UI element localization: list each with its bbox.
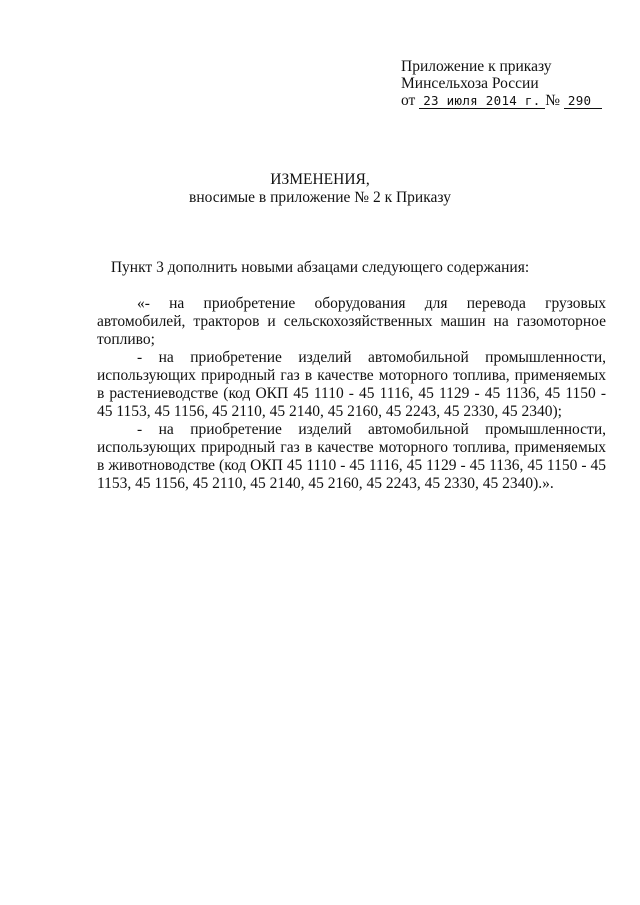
- amendment-paragraph: «- на приобретение оборудования для перевода грузовых автомобилей, тракторов и сельскохозяйственных машин на газомоторное топливо;: [97, 295, 606, 348]
- approval-date-line: [401, 92, 602, 109]
- document-title: ИЗМЕНЕНИЯ,: [270, 171, 370, 188]
- amendment-text: [97, 295, 606, 493]
- order-date: 23 июля 2014 г.: [419, 93, 545, 109]
- approval-line-order: Приложение к приказу: [401, 58, 552, 75]
- date-prefix: от: [401, 92, 416, 109]
- approval-block: [401, 58, 602, 109]
- number-label: №: [545, 92, 560, 109]
- amendment-paragraph: - на приобретение изделий автомобильной промышленности, использующих природный газ в качестве моторного топлива, применяемых в растениеводстве (код ОКП 45 1110 - 45 1116, 45 1129 - 45 1136, 45 1150 - 45 1153, 45 1156, 45 2110, 45 2140, 45 2160, 45 2243, 45 2330, 45 2340);: [97, 349, 606, 420]
- document-subtitle: вносимые в приложение № 2 к Приказу: [189, 189, 451, 206]
- amendment-paragraph: - на приобретение изделий автомобильной промышленности, использующих природный газ в качестве моторного топлива, применяемых в животноводстве (код ОКП 45 1110 - 45 1116, 45 1129 - 45 1136, 45 1150 - 45 1153, 45 1156, 45 2110, 45 2140, 45 2160, 45 2243, 45 2330, 45 2340).».: [97, 421, 606, 492]
- intro-sentence: Пункт 3 дополнить новыми абзацами следующего содержания:: [110, 259, 530, 276]
- approval-line-ministry: Минсельхоза России: [401, 75, 539, 92]
- order-number: 290: [564, 93, 602, 109]
